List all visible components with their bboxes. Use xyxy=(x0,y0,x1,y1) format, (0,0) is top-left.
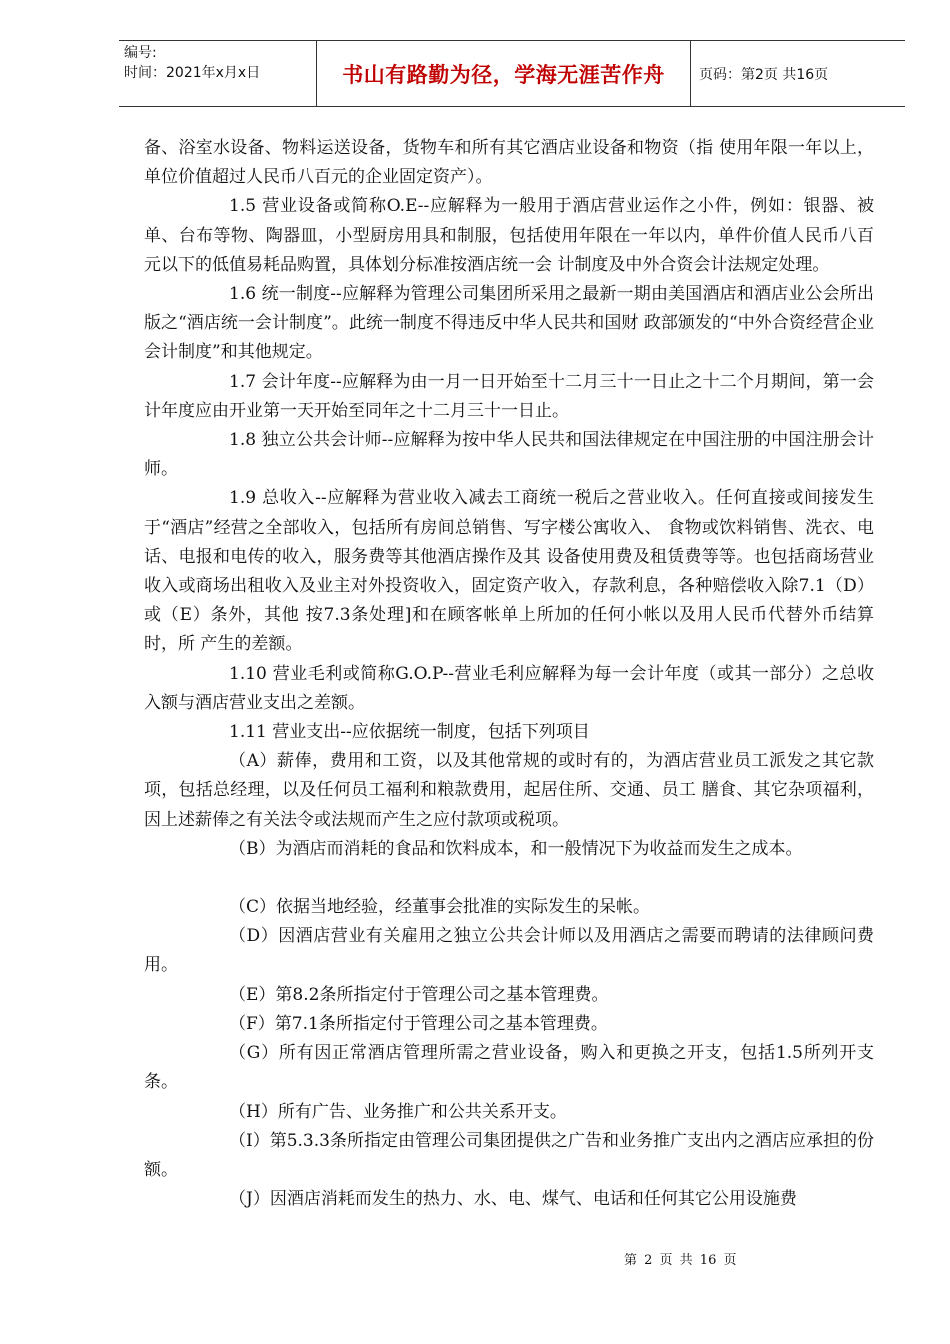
body-paragraph: 1.10 营业毛利或简称G.O.P--营业毛利应解释为每一会计年度（或其一部分）之总收入额与酒店营业支出之差额。 xyxy=(144,663,874,713)
list-item: （F）第7.1条所指定付于管理公司之基本管理费。 xyxy=(229,1013,608,1034)
body-paragraph: 1.11 营业支出--应依据统一制度，包括下列项目 xyxy=(229,722,590,743)
body-paragraph: 1.9 总收入--应解释为营业收入减去工商统一税后之营业收入。任何直接或间接发生于“酒店”经营之全部收入，包括所有房间总销售、写字楼公寓收入、 食物或饮料销售、洗衣、电话、电报和电传的收入，服务费等其他酒店操作及其 设备使用费及租赁费等等。也包括商场营业收入或商场出租收入及业主对外投资收入，固定资产收入，存款利息，各种赔偿收入除7.1（D）或（E）条外，其他 按7.3条处理]和在顾客帐单上所加的任何小帐以及用人民币代替外币结算时，所 产生的差额。 xyxy=(144,488,874,655)
list-item: （H）所有广告、业务推广和公共关系开支。 xyxy=(229,1101,567,1122)
list-item: （J）因酒店消耗而发生的热力、水、电、煤气、电话和任何其它公用设施费 xyxy=(229,1189,797,1210)
list-item: （B）为酒店而消耗的食品和饮料成本，和一般情况下为收益而发生之成本。 xyxy=(229,838,803,859)
body-paragraph: 1.5 营业设备或简称O.E--应解释为一般用于酒店营业运作之小件，例如：银器、被单、台布等物、陶器皿，小型厨房用具和制服，包括使用年限在一年以内，单件价值人民币八百元以下的低值易耗品购置，具体划分标准按酒店统一会 计制度及中外合资会计法规定处理。 xyxy=(144,196,874,275)
list-item: （E）第8.2条所指定付于管理公司之基本管理费。 xyxy=(229,984,609,1005)
list-item: （I）第5.3.3条所指定由管理公司集团提供之广告和业务推广支出内之酒店应承担的份额。 xyxy=(144,1130,874,1180)
list-item: （C）依据当地经验，经董事会批准的实际发生的呆帐。 xyxy=(229,897,651,918)
document-body xyxy=(144,134,874,1214)
body-paragraph: 1.7 会计年度--应解释为由一月一日开始至十二月三十一日止之十二个月期间，第一会计年度应由开业第一天开始至同年之十二月三十一日止。 xyxy=(144,371,874,421)
document-time: 时间：2021年x月x日 xyxy=(124,65,261,81)
page-header xyxy=(119,40,905,107)
list-item: （A）薪俸，费用和工资，以及其他常规的或时有的，为酒店营业员工派发之其它款项，包括总经理，以及任何员工福利和粮款费用，起居住所、交通、员工 膳食、其它杂项福利，因上述薪俸之有关法令或法规而产生之应付款项或税项。 xyxy=(144,751,874,830)
body-paragraph: 1.6 统一制度--应解释为管理公司集团所采用之最新一期由美国酒店和酒店业公会所出版之“酒店统一会计制度”。此统一制度不得违反中华人民共和国财 政部颁发的“中外合资经营企业会计制度”和其他规定。 xyxy=(144,284,874,363)
header-motto: 书山有路勤为径，学海无涯苦作舟 xyxy=(317,41,691,106)
page-footer: 第 2 页 共 16 页 xyxy=(624,1253,737,1268)
header-page-info: 页码：第2页 共16页 xyxy=(699,66,829,83)
body-paragraph: 1.8 独立公共会计师--应解释为按中华人民共和国法律规定在中国注册的中国注册会计师。 xyxy=(144,430,874,480)
list-item: （G）所有因正常酒店管理所需之营业设备，购入和更换之开支，包括1.5所列开支条。 xyxy=(144,1043,874,1093)
list-item: （D）因酒店营业有关雇用之独立公共会计师以及用酒店之需要而聘请的法律顾问费用。 xyxy=(144,926,874,976)
body-paragraph: 备、浴室水设备、物料运送设备，货物车和所有其它酒店业设备和物资（指 使用年限一年以上，单位价值超过人民币八百元的企业固定资产）。 xyxy=(144,138,874,188)
document-number-label: 编号: xyxy=(124,45,157,61)
header-meta xyxy=(119,41,317,106)
